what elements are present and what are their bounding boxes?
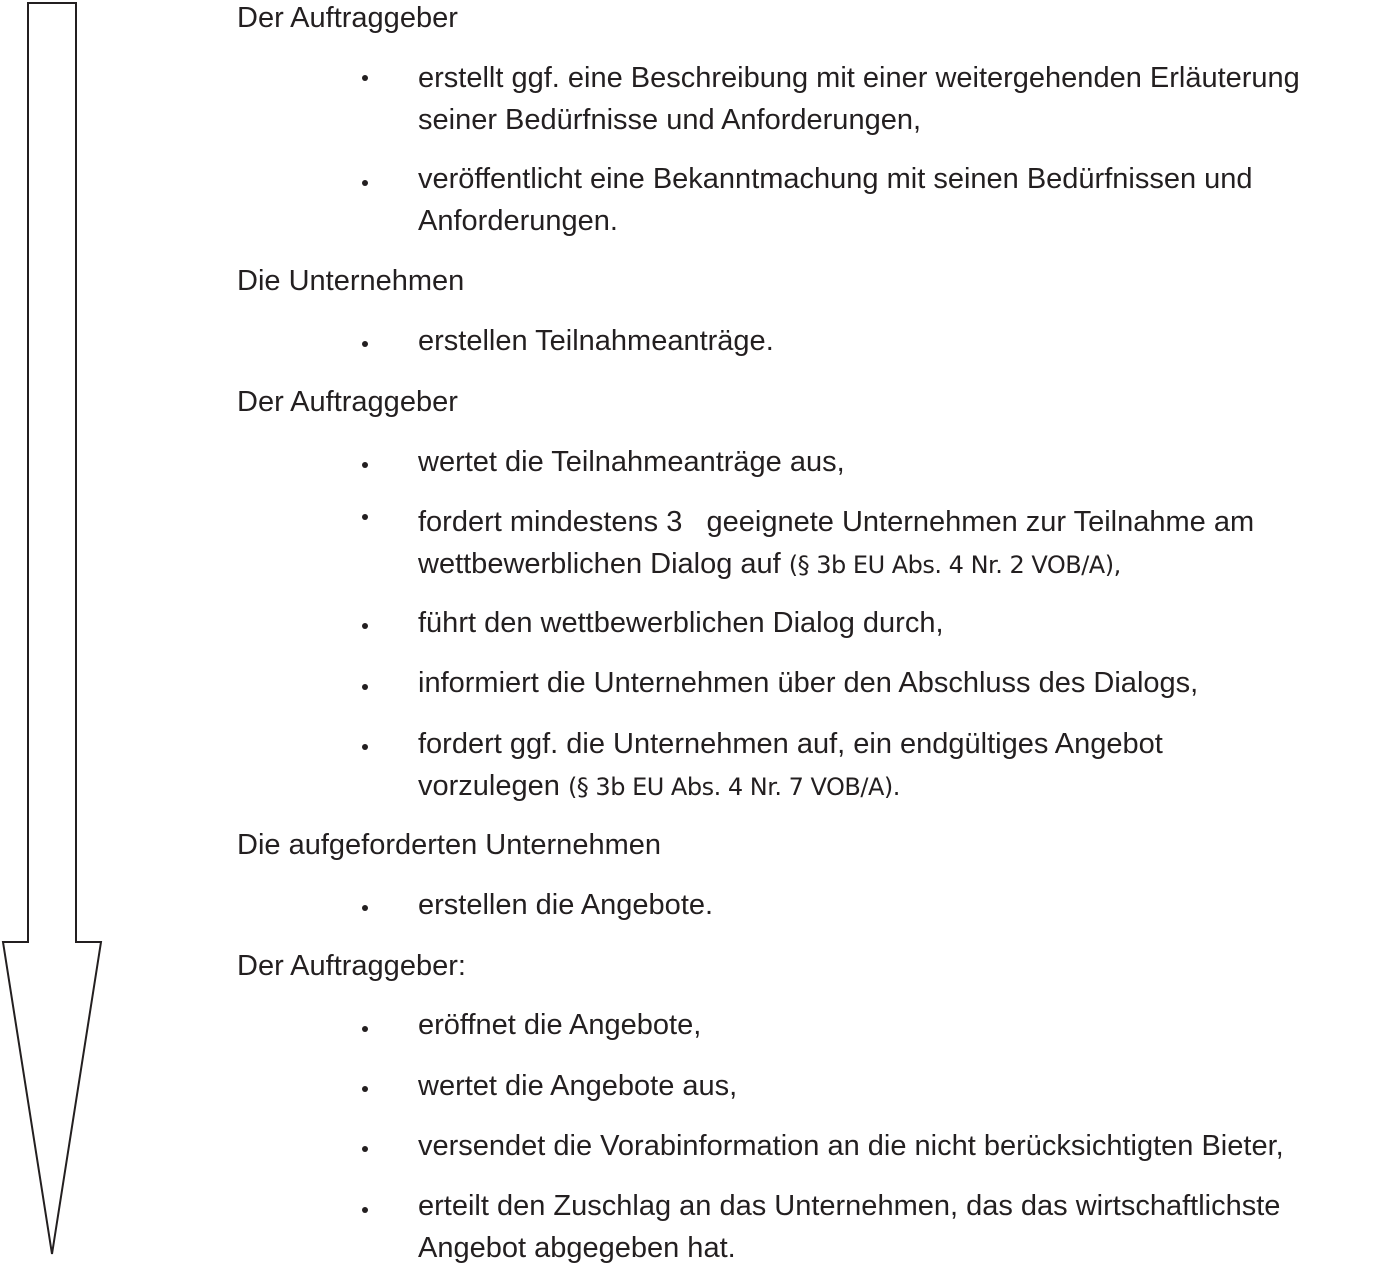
bullet-icon: [362, 1026, 368, 1032]
list-item: erstellen Teilnahmeanträge.: [418, 325, 774, 357]
vob-reference: (§ 3b EU Abs. 4 Nr. 7 VOB/A).: [567, 773, 900, 801]
list-item: erstellt ggf. eine Beschreibung mit einer weitergehenden Erläuterung seiner Bedürfnisse und Anforderungen,: [418, 62, 1300, 136]
section-heading-auftraggeber-1: Der Auftraggeber: [237, 2, 458, 34]
bullet-icon: [362, 462, 368, 468]
section-heading-auftraggeber-2: Der Auftraggeber: [237, 386, 458, 418]
list-item: wertet die Angebote aus,: [418, 1070, 738, 1102]
bullet-icon: [362, 623, 368, 629]
list-item: veröffentlicht eine Bekanntmachung mit seinen Bedürfnissen und Anforderungen.: [418, 163, 1253, 237]
bullet-icon: [362, 1207, 368, 1213]
section-heading-auftraggeber-3: Der Auftraggeber:: [237, 950, 466, 982]
list-item: fordert ggf. die Unternehmen auf, ein endgültiges Angebot vorzulegen (§ 3b EU Abs. 4 Nr. 7 VOB/A).: [418, 728, 1163, 802]
bullet-icon: [362, 180, 368, 186]
section-heading-unternehmen: Die Unternehmen: [237, 265, 465, 297]
list-item: fordert mindestens 3 geeignete Unternehmen zur Teilnahme am wettbewerblichen Dialog auf (§ 3b EU Abs. 4 Nr. 2 VOB/A),: [418, 506, 1255, 580]
bullet-icon: [362, 684, 368, 690]
down-arrow-icon: [3, 3, 101, 1254]
bullet-icon: [362, 341, 368, 347]
list-item: informiert die Unternehmen über den Abschluss des Dialogs,: [418, 667, 1199, 699]
bullet-icon: [362, 744, 368, 750]
bullet-icon: [362, 905, 368, 911]
list-item: versendet die Vorabinformation an die nicht berücksichtigten Bieter,: [418, 1130, 1284, 1162]
bullet-icon: [362, 514, 368, 520]
vob-reference: (§ 3b EU Abs. 4 Nr. 2 VOB/A),: [788, 551, 1121, 579]
list-item: wertet die Teilnahmeanträge aus,: [418, 446, 845, 478]
process-flow-arrow: [0, 0, 110, 1265]
bullet-icon: [362, 1146, 368, 1152]
list-item: erteilt den Zuschlag an das Unternehmen, das das wirtschaftlichste Angebot abgegeben hat.: [418, 1190, 1281, 1264]
list-item: erstellen die Angebote.: [418, 889, 714, 921]
bullet-icon: [362, 1086, 368, 1092]
section-heading-aufgeforderte-unternehmen: Die aufgeforderten Unternehmen: [237, 829, 661, 861]
list-item: führt den wettbewerblichen Dialog durch,: [418, 607, 944, 639]
bullet-icon: [362, 75, 368, 81]
list-item: eröffnet die Angebote,: [418, 1009, 702, 1041]
